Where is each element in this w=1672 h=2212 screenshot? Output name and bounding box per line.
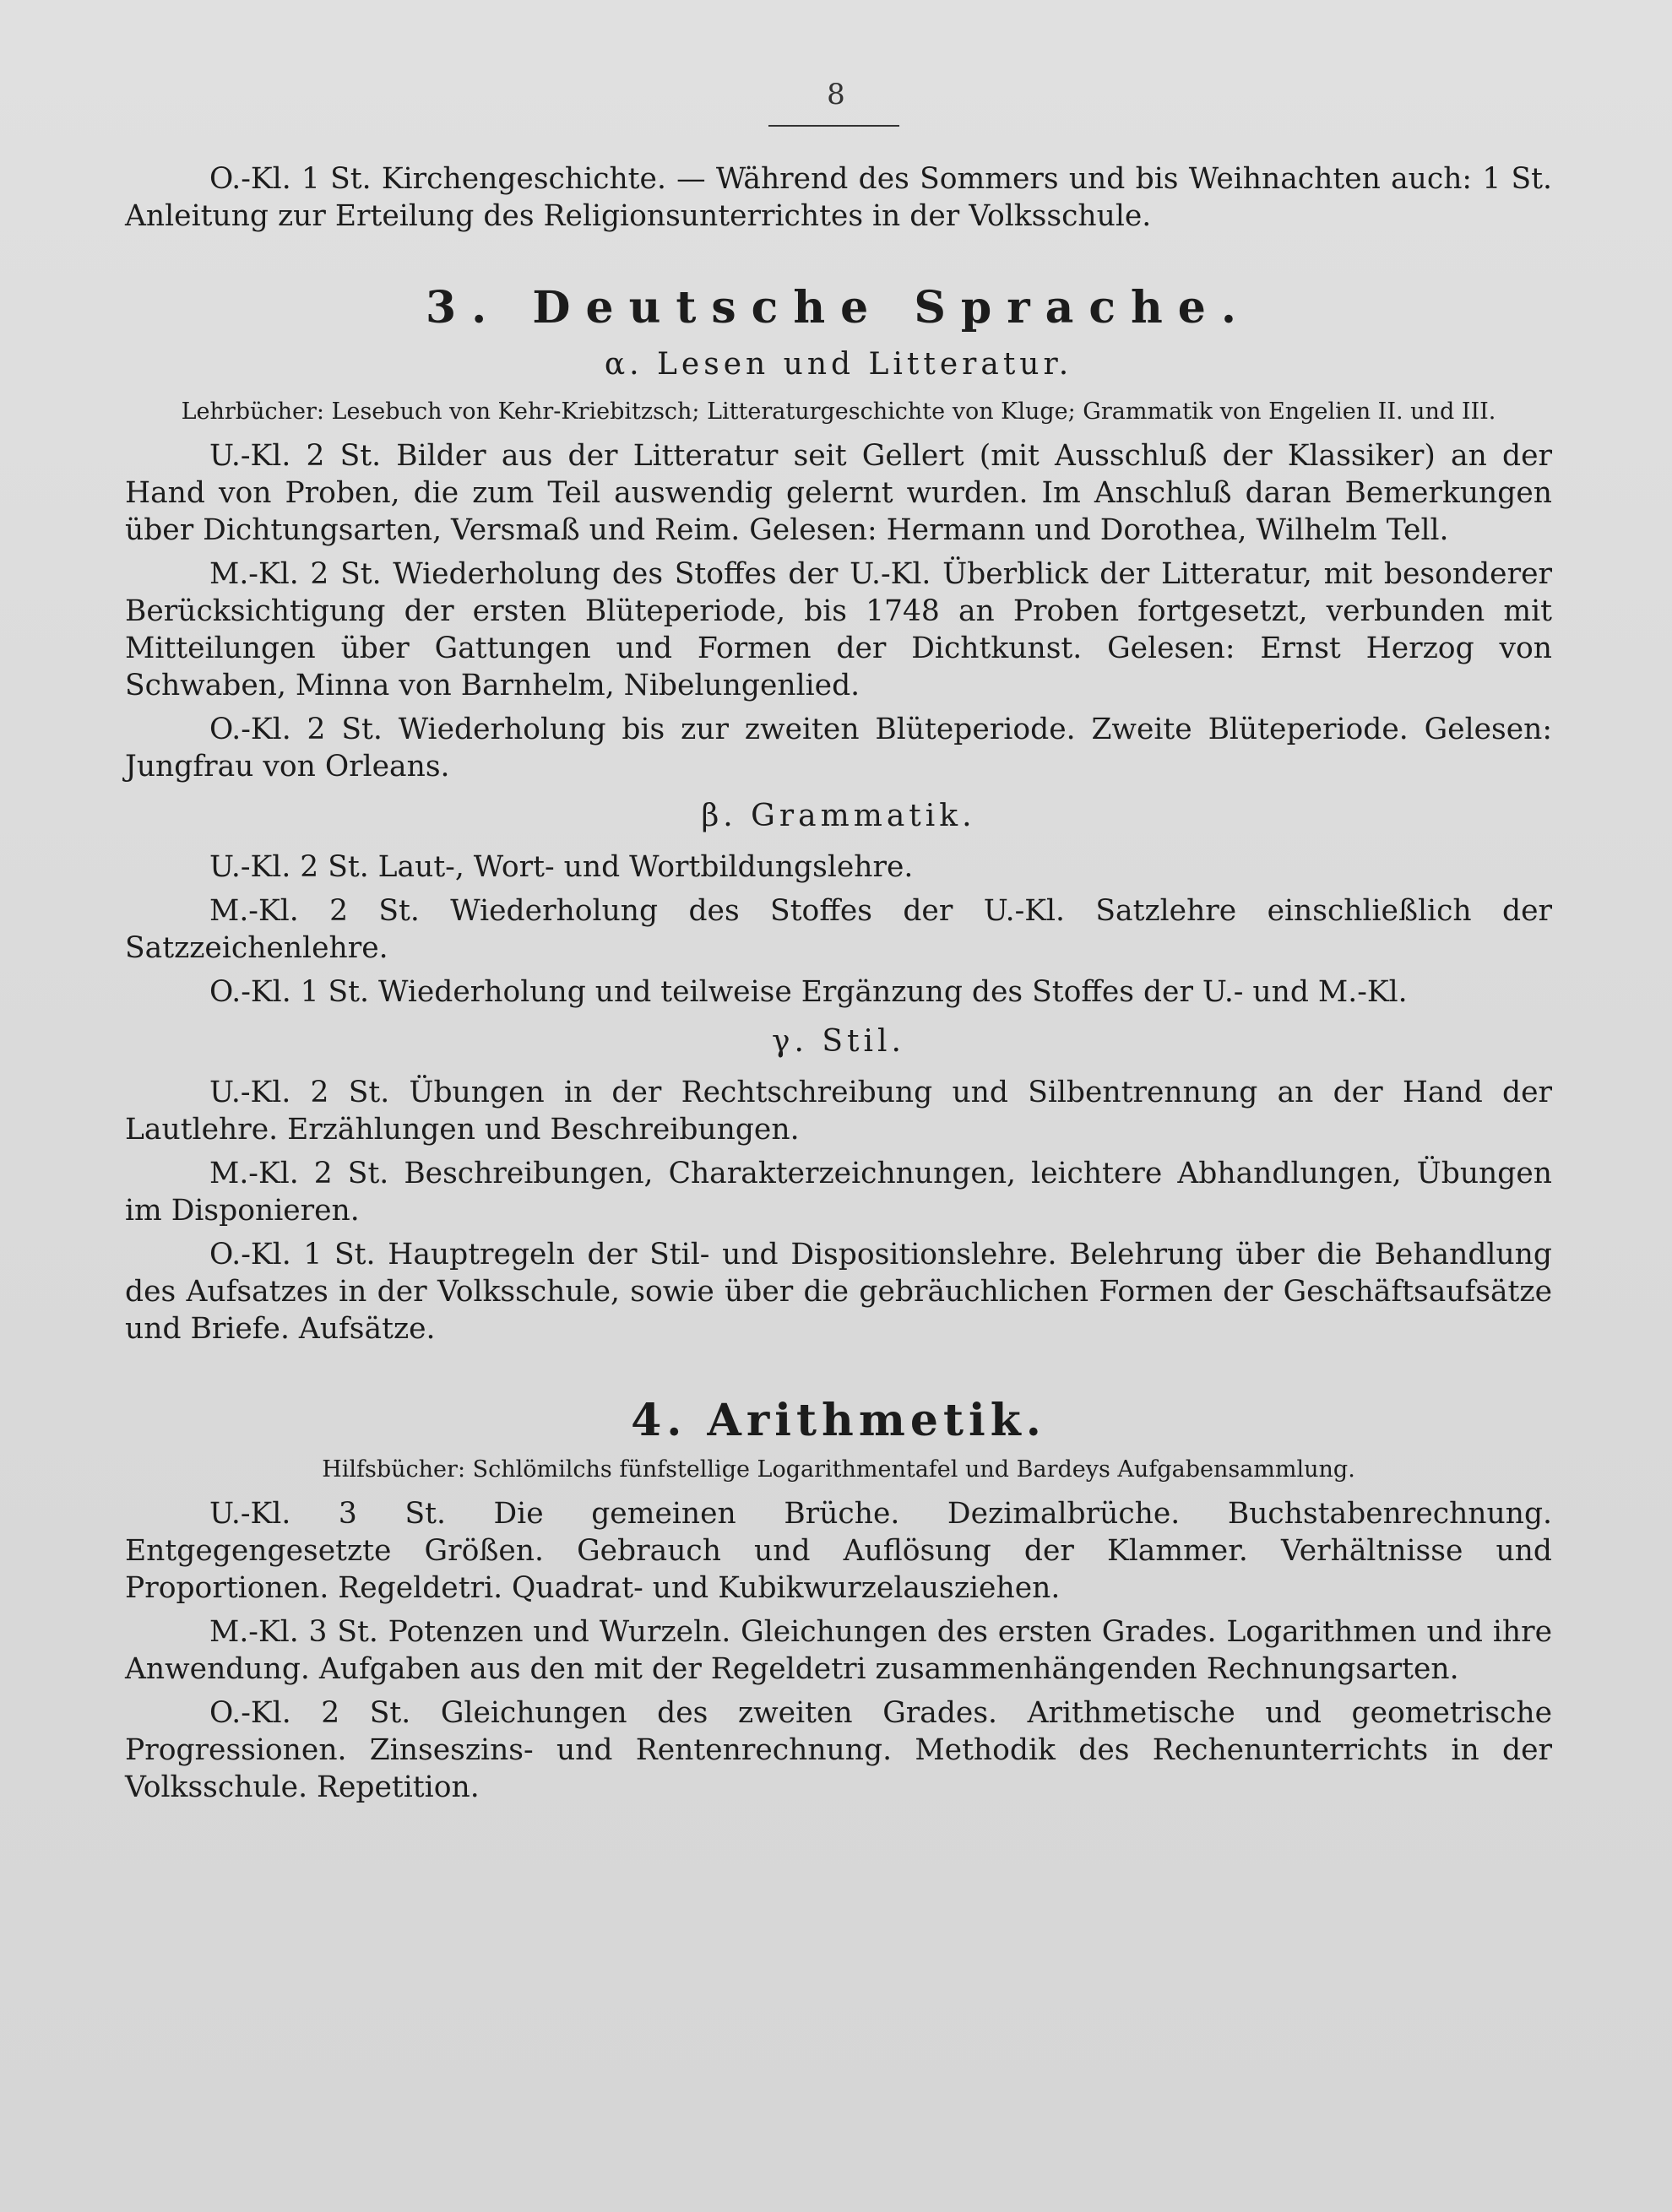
textbooks-note: Lehrbücher: Lesebuch von Kehr-Kriebitzsch; Litteraturgeschichte von Kluge; Grammatik von Engelien II. und III. bbox=[181, 398, 1496, 425]
subsection-title-lesen-litteratur: α. Lesen und Litteratur. bbox=[604, 347, 1073, 382]
arithmetik-u-kl-paragraph: U.-Kl. 3 St. Die gemeinen Brüche. Dezimalbrüche. Buchstabenrechnung. Entgegengesetzte Größen. Gebrauch und Auflösung der Klammer. Verhältnisse und Proportionen. Regeldetri. Quadrat- und Kubikwurzelausziehen. bbox=[125, 1497, 1552, 1605]
grammatik-m-kl-paragraph: M.-Kl. 2 St. Wiederholung des Stoffes der U.-Kl. Satzlehre einschließlich der Satzzeichenlehre. bbox=[125, 894, 1552, 965]
section-heading-text: 3. Deutsche Sprache. bbox=[426, 282, 1251, 333]
religion-o-kl-paragraph: O.-Kl. 1 St. Kirchengeschichte. — Während des Sommers und bis Weihnachten auch: 1 St. Anleitung zur Erteilung des Religionsunterrichtes in der Volksschule. bbox=[125, 162, 1552, 233]
subsection-title-stil: γ. Stil. bbox=[771, 1024, 905, 1059]
section-heading-arithmetik bbox=[125, 1395, 1552, 1446]
page-content bbox=[125, 160, 1552, 1813]
arithmetik-o-kl-paragraph: O.-Kl. 2 St. Gleichungen des zweiten Grades. Arithmetische und geometrische Progressionen. Zinseszins- und Rentenrechnung. Methodik des Rechenunterrichts in der Volksschule. Repetition. bbox=[125, 1696, 1552, 1804]
lesen-m-kl-paragraph: M.-Kl. 2 St. Wiederholung des Stoffes der U.-Kl. Überblick der Litteratur, mit besonderer Berücksichtigung der ersten Blüteperiode, bis 1748 an Proben fortgesetzt, verbunden mit Mitteilungen über Gattungen und Formen der Dichtkunst. Gelesen: Ernst Herzog von Schwaben, Minna von Barnhelm, Nibelungenlied. bbox=[125, 557, 1552, 702]
section-heading-deutsche-sprache bbox=[125, 282, 1552, 333]
lesen-u-kl-paragraph: U.-Kl. 2 St. Bilder aus der Litteratur seit Gellert (mit Ausschluß der Klassiker) an der Hand von Proben, die zum Teil auswendig gelernt wurden. Im Anschluß daran Bemerkungen über Dichtungsarten, Versmaß und Reim. Gelesen: Hermann und Dorothea, Wilhelm Tell. bbox=[125, 439, 1552, 547]
page-number-rule bbox=[768, 125, 899, 127]
grammatik-u-kl-paragraph: U.-Kl. 2 St. Laut-, Wort- und Wortbildungslehre. bbox=[209, 850, 914, 884]
lesen-o-kl-paragraph: O.-Kl. 2 St. Wiederholung bis zur zweiten Blüteperiode. Zweite Blüteperiode. Gelesen: Jungfrau von Orleans. bbox=[125, 713, 1552, 783]
subsection-title-grammatik: β. Grammatik. bbox=[701, 799, 976, 833]
page-number: 8 bbox=[827, 78, 845, 111]
section-heading-text: 4. Arithmetik. bbox=[631, 1395, 1046, 1446]
stil-m-kl-paragraph: M.-Kl. 2 St. Beschreibungen, Charakterzeichnungen, leichtere Abhandlungen, Übungen im Disponieren. bbox=[125, 1157, 1552, 1228]
stil-u-kl-paragraph: U.-Kl. 2 St. Übungen in der Rechtschreibung und Silbentrennung an der Hand der Lautlehre. Erzählungen und Beschreibungen. bbox=[125, 1076, 1552, 1147]
helpbooks-note: Hilfsbücher: Schlömilchs fünfstellige Logarithmentafel und Bardeys Aufgabensammlung. bbox=[322, 1456, 1355, 1483]
stil-o-kl-paragraph: O.-Kl. 1 St. Hauptregeln der Stil- und Dispositionslehre. Belehrung über die Behandlung des Aufsatzes in der Volksschule, sowie über die gebräuchlichen Formen der Geschäftsaufsätze und Briefe. Aufsätze. bbox=[125, 1238, 1552, 1346]
arithmetik-m-kl-paragraph: M.-Kl. 3 St. Potenzen und Wurzeln. Gleichungen des ersten Grades. Logarithmen und ihre Anwendung. Aufgaben aus den mit der Regeldetri zusammenhängenden Rechnungsarten. bbox=[125, 1615, 1552, 1686]
grammatik-o-kl-paragraph: O.-Kl. 1 St. Wiederholung und teilweise Ergänzung des Stoffes der U.- und M.-Kl. bbox=[209, 975, 1408, 1009]
